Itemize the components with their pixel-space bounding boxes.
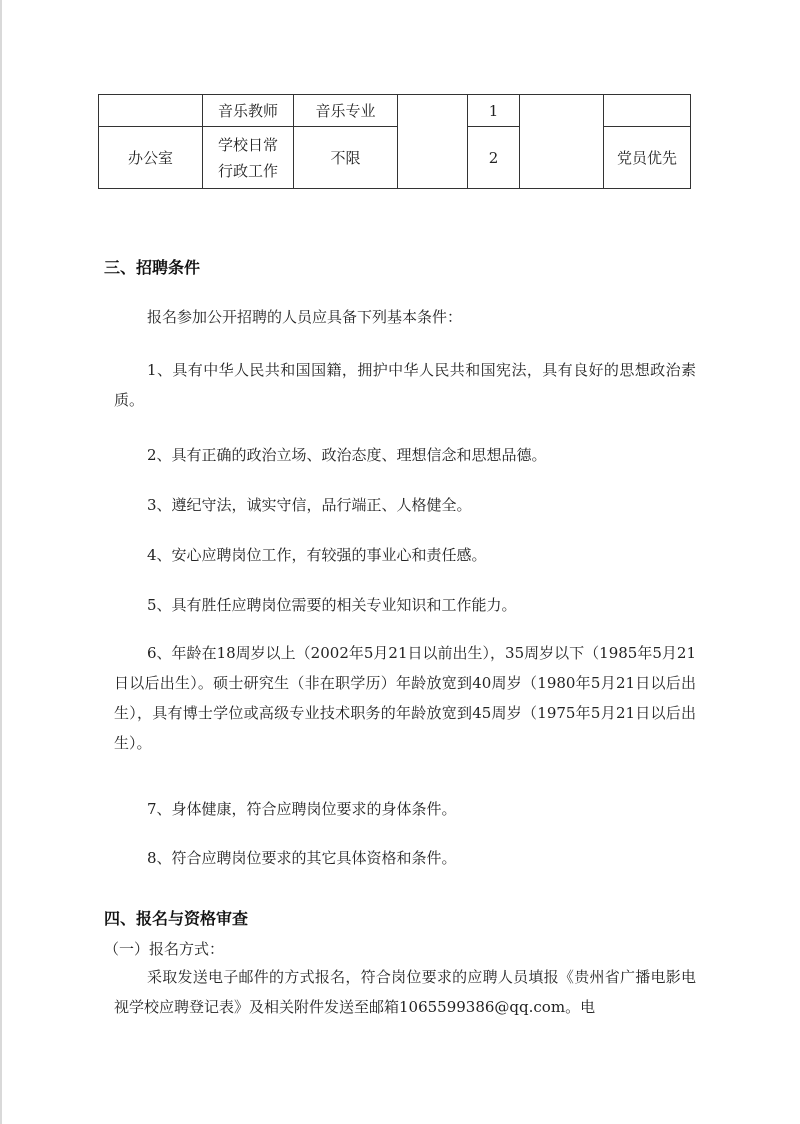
condition-item-4: 4、安心应聘岗位工作，有较强的事业心和责任感。 — [147, 546, 487, 564]
table-cell-note — [604, 95, 691, 127]
condition-item-1: 1、具有中华人民共和国国籍，拥护中华人民共和国宪法，具有良好的思想政治素质。 — [114, 361, 696, 409]
table-cell-count: 1 — [468, 95, 520, 127]
table-cell-count: 2 — [468, 127, 520, 189]
table-cell-note: 党员优先 — [604, 127, 691, 189]
table-cell-department — [99, 95, 203, 127]
table-cell-merged — [520, 95, 604, 189]
registration-method-text: 采取发送电子邮件的方式报名，符合岗位要求的应聘人员填报《贵州省广播电影电视学校应聘登记表》及相关附件发送至邮箱1065599386@qq.com。电 — [114, 968, 696, 1016]
condition-item-2: 2、具有正确的政治立场、政治态度、理想信念和思想品德。 — [147, 446, 547, 464]
table-cell-major: 音乐专业 — [294, 95, 398, 127]
condition-item-7: 7、身体健康，符合应聘岗位要求的身体条件。 — [147, 800, 457, 818]
position-line-1: 学校日常 — [217, 135, 278, 154]
table-cell-major: 不限 — [294, 127, 398, 189]
table-cell-position: 音乐教师 — [203, 95, 294, 127]
condition-item-6: 6、年龄在18周岁以上（2002年5月21日以前出生），35周岁以下（1985年5月21日以后出生）。硕士研究生（非在职学历）年龄放宽到40周岁（1980年5月21日以后出生），具有博士学位或高级专业技术职务的年龄放宽到45周岁（1975年5月21日以后出生）。 — [114, 644, 696, 752]
positions-table — [98, 94, 691, 189]
section-heading-conditions: 三、招聘条件 — [104, 258, 201, 277]
table-cell-merged — [398, 95, 468, 189]
section-heading-registration: 四、报名与资格审查 — [104, 909, 249, 928]
condition-item-3: 3、遵纪守法，诚实守信，品行端正、人格健全。 — [147, 496, 472, 514]
table-row — [99, 95, 691, 127]
condition-item-5: 5、具有胜任应聘岗位需要的相关专业知识和工作能力。 — [147, 596, 517, 614]
position-line-2: 行政工作 — [217, 161, 278, 180]
condition-item-8: 8、符合应聘岗位要求的其它具体资格和条件。 — [147, 849, 457, 867]
registration-method-label: （一）报名方式： — [104, 940, 225, 958]
table-cell-department: 办公室 — [99, 127, 203, 189]
conditions-intro: 报名参加公开招聘的人员应具备下列基本条件： — [147, 308, 463, 326]
page-edge — [0, 0, 2, 1124]
table-cell-position — [203, 127, 294, 189]
